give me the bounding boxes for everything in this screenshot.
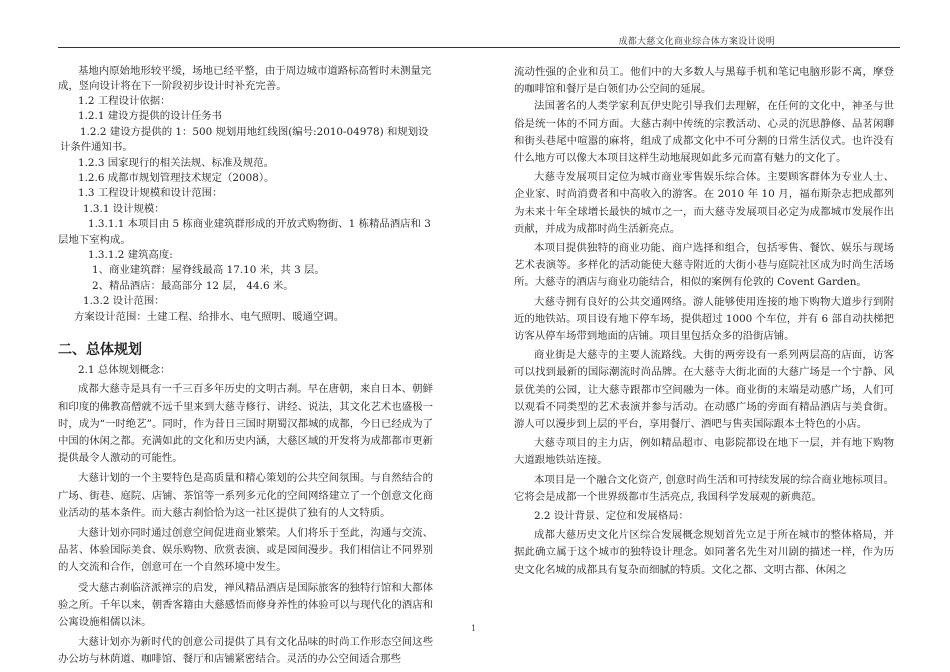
page-number: 1 (471, 624, 477, 633)
heading-1-3-1: 1.3.1 设计规模： (83, 202, 165, 215)
right-column (514, 64, 894, 579)
heading-2-1: 2.1 总体规划概念： (78, 364, 171, 377)
item-1-2-6: 1.2.6 成都市规划管理技术规定（2008）。 (78, 172, 275, 185)
running-header: 成都大慈文化商业综合体方案设计说明 (618, 37, 775, 47)
site-condition-text: 基地内原始地形较平缓，场地已经平整，由于周边城市道路标高暂时未测量完成，竖向设计将在下一阶段初步设计时补充完善。 (58, 65, 432, 92)
paragraph: 大慈计划亦同时通过创意空间促进商业繁荣。人们将乐于至此，沟通与交流、品茗、体验国际美食、娱乐购物、欣赏表演、或是园间漫步。我们相信让不同界别的人交流和合作，创意可在一个自然环境中发生。 (58, 526, 433, 574)
header-rule (58, 47, 900, 48)
paragraph: 大慈寺拥有良好的公共交通网络。游人能够使用连接的地下购物大道步行到附近的地铁站。项目设有地下停车场，提供超过 1000 个车位，并有 6 部自动扶梯把访客从停车场带到地面的店铺。项目里包括众多的沿街店铺。 (514, 295, 894, 343)
paragraph: 受大慈古刹临济派禅宗的启发，禅风精品酒店是国际旅客的独特行馆和大都体验之所。千年以来，朝香客籍由大慈感悟而修身养性的体验可以与现代化的酒店和公寓设施相儒以沫。 (58, 581, 433, 628)
item-1-2-3: 1.2.3 国家现行的相关法规、标准及规范。 (78, 156, 274, 169)
paragraph: 大慈计划亦为新时代的创意公司提供了具有文化品味的时尚工作形态空间这些办公坊与林荫道、咖啡馆、餐厅和店铺紧密结合。灵活的办公空间适合那些 (58, 636, 433, 666)
section-2-title: 二、总体规划 (58, 342, 142, 359)
heading-1-3: 1.3 工程设计规模和设计范围： (78, 187, 223, 200)
paragraph: 大慈寺发展项目定位为城市商业零售娱乐综合体。主要顾客群体为专业人士、企业家、时尚消费者和中高收入的游客。在 2010 年 10 月，福布斯杂志把成都列为未来十年全球增长最快的城市之一，而大慈寺发展项目必定为成都城市发展作出贡献，并成为成都时尚生活新亮点。 (514, 171, 894, 235)
item-1-2-2: 1.2.2 建设方提供的 1：500 规划用地红线图(编号:2010-04978) 和规划设计条件通知书。 (60, 125, 429, 154)
paragraph: 大慈计划的一个主要特色是高质量和精心策划的公共空间氛围。与自然结合的广场、街巷、庭院、店铺、茶馆等一系列多元化的空间网络建立了一个创意文化商业活动的基本条件。而大慈古刹恰恰为这一社区提供了独有的人文特质。 (58, 472, 433, 519)
heading-1-2: 1.2 工程设计依据： (78, 95, 171, 107)
paragraph: 商业街是大慈寺的主要人流路线。大街的两旁设有一系列两层高的店面，访客可以找到最新的国际潮流时尚品牌。在大慈寺大街北面的大慈广场是一个宁静、风景优美的公园，让大慈寺跟都市空间融为一体。商业街的末端是动感广场，人们可以观看不同类型的艺术表演并参与活动。在动感广场的旁面有精品酒店与美食街。游人可以漫步到上层的平台，享用餐厅、酒吧与售卖国际跟本土特色的小店。 (514, 349, 894, 431)
heading-1-3-2: 1.3.2 设计范围： (83, 295, 165, 308)
heading-2-2: 2.2 设计背景、定位和发展格局： (534, 510, 689, 523)
height-item-2: 2、精品酒店：最高部分 12 层， 44.6 米。 (92, 279, 294, 292)
height-item-1: 1、商业建筑群：屋脊线最高 17.10 米，共 3 层。 (92, 264, 325, 277)
paragraph: 本项目提供独特的商业功能、商户选择和组合，包括零售、餐饮、娱乐与现场艺术表演等。多样化的活动能使大慈寺附近的大街小巷与庭院社区成为时尚生活场所。大慈寺的酒店与商业功能结合，相似的案例有伦敦的 Covent Garden。 (514, 242, 894, 289)
scope-text: 方案设计范围：土建工程、给排水、电气照明、暖通空调。 (74, 310, 345, 323)
paragraph: 法国著名的人类学家利瓦伊史陀引导我们去理解，在任何的文化中，神圣与世俗是统一体的不同方面。大慈古刹中传统的宗教活动、心灵的沉思静修、品茗闲聊和街头巷尾中喧嚣的麻将，组成了成都文化中不可分割的日常生活仪式。也许没有什么地方可以像大本项目这样生动地展现如此多元而富有魅力的文化了。 (514, 100, 894, 165)
item-1-3-1-1: 1.3.1.1 本项目由 5 栋商业建筑群形成的开放式购物街、1 栋精品酒店和 3 层地下室构成。 (58, 218, 431, 246)
paragraph: 流动性强的企业和员工。他们中的大多数人与黑莓手机和笔记电脑形影不离，摩登的咖啡馆和餐厅是白领们办公空间的延展。 (514, 66, 894, 96)
item-1-2-1: 1.2.1 建设方提供的设计任务书 (78, 110, 223, 123)
paragraph: 成都大慈历史文化片区综合发展概念规划首先立足于所在城市的整体格局，并据此确立属于这个城市的独特设计理念。如同著名先生对川剧的描述一样，作为历史文化名城的成都具有复杂而细腻的特质。文化之都、文明古都、休闲之 (514, 529, 894, 576)
item-1-3-1-2: 1.3.1.2 建筑高度: (88, 249, 173, 262)
paragraph: 本项目是一个融合文化资产, 创意时尚生活和可持续发展的综合商业地标项目。它将会是成都一个世界级都市生活亮点, 我国科学发展观的新典范。 (514, 473, 894, 503)
paragraph: 成都大慈寺是具有一千三百多年历史的文明古刹。早在唐朝，来自日本、朝鲜和印度的佛教高僧就不远千里来到大慈寺修行、讲经、说法，其文化艺术也盛极一时，成为“一时绝艺”。同时，作为昔日三国时期蜀汉都城的成都，今日已经成为了中国的休闲之都。充满如此的文化和历史内涵，大慈区域的开发将为成都都市更新提供最令人激动的可能性。 (58, 383, 433, 465)
paragraph: 大慈寺项目的主力店，例如精品超市、电影院都设在地下一层，并有地下购物大道跟地铁站连接。 (514, 437, 894, 467)
left-column (58, 64, 433, 669)
